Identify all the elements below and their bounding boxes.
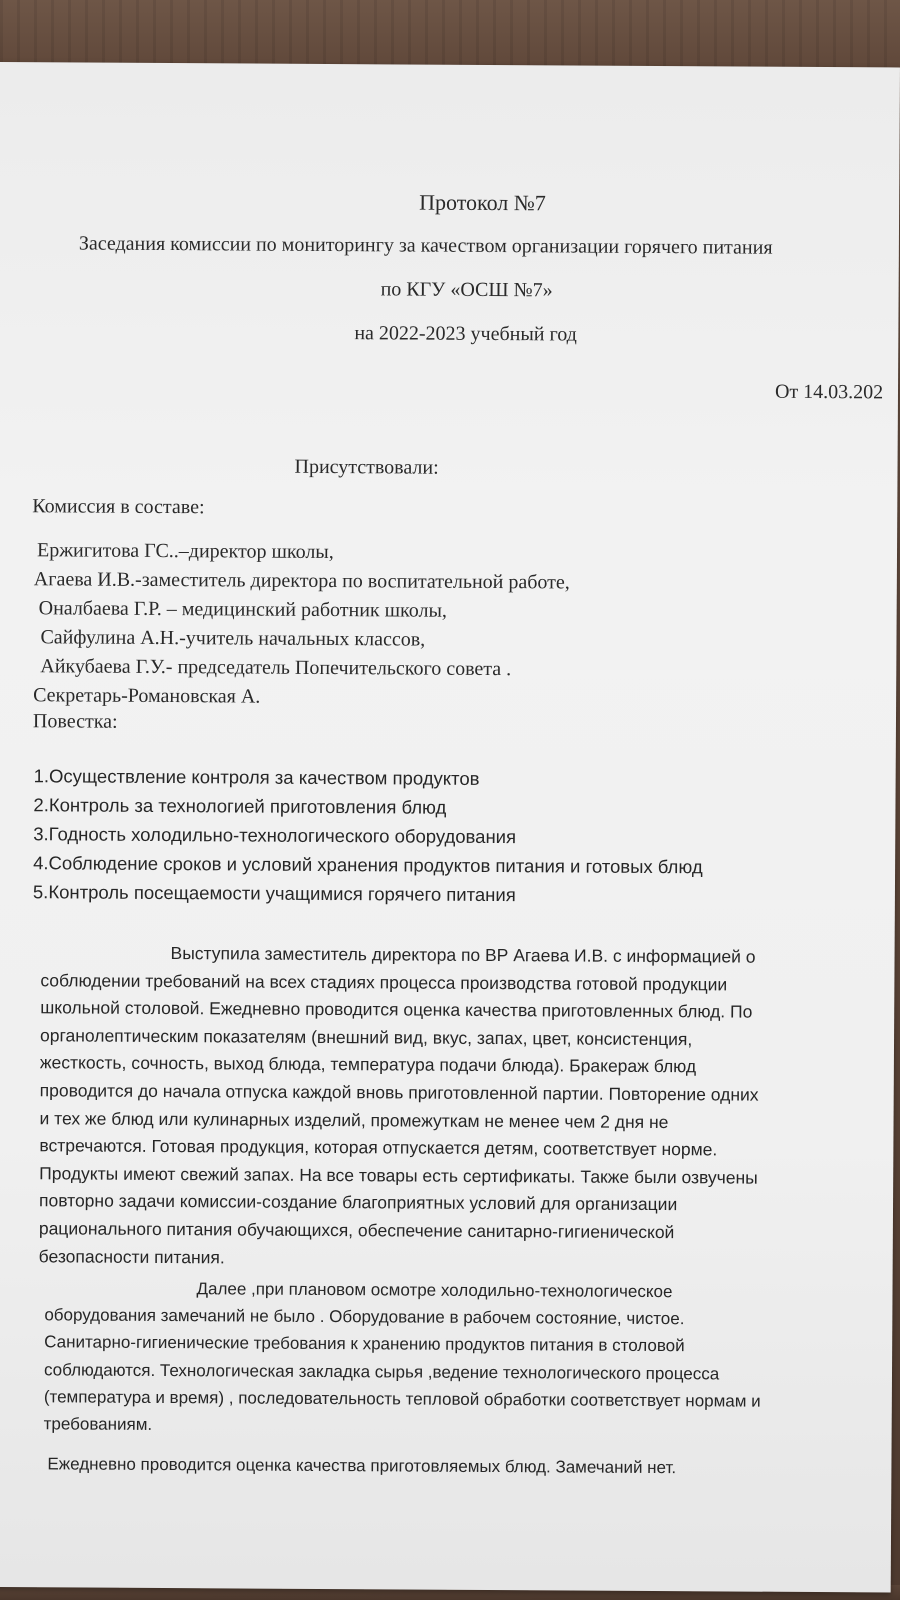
document-subtitle-3: на 2022-2023 учебный год	[354, 322, 577, 346]
agenda-label: Повестка:	[32, 710, 118, 733]
secretary-line: Секретарь-Романовская А.	[33, 684, 261, 708]
member-item: Айкубаева Г.У.- председатель Попечительского совета .	[40, 655, 512, 681]
paragraph-line: жесткость, сочность, выход блюда, температура подачи блюда). Бракераж блюд	[39, 1052, 697, 1077]
paragraph-line: безопасности питания.	[38, 1245, 225, 1267]
member-item: Сайфулина А.Н.-учитель начальных классов,	[40, 626, 426, 651]
paragraph-line: органолептическим показателям (внешний вид, вкус, запах, цвет, консистенция,	[39, 1025, 693, 1050]
paragraph-line: проводится до начала отпуска каждой вновь приготовленной партии. Повторение одних	[39, 1080, 759, 1105]
paragraph-line: соблюдении требований на всех стадиях процесса производства готовой продукции	[40, 969, 728, 995]
paragraph-line: Санитарно-гигиенические требования к хранению продуктов питания в столовой	[44, 1332, 685, 1356]
document-subtitle-1: Заседания комиссии по мониторингу за качеством организации горячего питания	[78, 232, 773, 259]
paragraph-line: Продукты имеют свежий запах. На все товары есть сертификаты. Также были озвучены	[39, 1163, 758, 1188]
paragraph-line: (температура и время) , последовательность тепловой обработки соответствует нормам и	[43, 1387, 761, 1411]
paragraph-line: соблюдаются. Технологическая закладка сырья ,ведение технологического процесса	[43, 1359, 720, 1384]
agenda-item: 3.Годность холодильно-технологического оборудования	[33, 823, 517, 848]
commission-label: Комиссия в составе:	[32, 495, 205, 519]
paragraph-line: Выступила заместитель директора по ВР Агаева И.В. с информацией о	[170, 943, 756, 967]
paragraph-line: оборудования замечаний не было . Оборудование в рабочем состояние, чистое.	[44, 1305, 685, 1329]
closing-line: Ежедневно проводится оценка качества приготовляемых блюд. Замечаний нет.	[47, 1454, 677, 1478]
present-heading: Присутствовали:	[294, 455, 439, 479]
paragraph-line: рационального питания обучающихся, обеспечение санитарно-гигиенической	[38, 1218, 675, 1243]
member-item: Ержигитова ГС..–директор школы,	[36, 539, 334, 564]
paragraph-1	[39, 939, 760, 1275]
paragraph-line: Далее ,при плановом осмотре холодильно-технологическое	[196, 1279, 673, 1302]
paragraph-line: повторно задачи комиссии-создание благоприятных условий для организации	[38, 1190, 678, 1215]
paragraph-line: встречаются. Готовая продукция, которая отпускается детям, соответствует норме.	[39, 1135, 718, 1160]
document-title: Протокол №7	[419, 189, 546, 216]
paragraph-2	[44, 1274, 762, 1442]
member-item: Агаева И.В.-заместитель директора по воспитательной работе,	[33, 568, 570, 594]
document-page	[0, 62, 900, 1592]
member-item: Оналбаева Г.Р. – медицинский работник школы,	[38, 597, 447, 622]
paragraph-line: школьной столовой. Ежедневно проводится оценка качества приготовленных блюд. По	[40, 997, 753, 1022]
agenda-item: 2.Контроль за технологией приготовления блюд	[33, 794, 447, 818]
paragraph-line: и тех же блюд или кулинарных изделий, промежуткам не менее чем 2 дня не	[39, 1107, 669, 1132]
document-subtitle-2: по КГУ «ОСШ №7»	[380, 278, 553, 302]
agenda-item: 1.Осуществление контроля за качеством продуктов	[33, 765, 480, 789]
agenda-item: 4.Соблюдение сроков и условий хранения продуктов питания и готовых блюд	[33, 852, 703, 878]
agenda-item: 5.Контроль посещаемости учащимися горячего питания	[32, 881, 516, 906]
document-date: От 14.03.202	[774, 380, 884, 404]
paragraph-line: требованиям.	[43, 1414, 153, 1434]
